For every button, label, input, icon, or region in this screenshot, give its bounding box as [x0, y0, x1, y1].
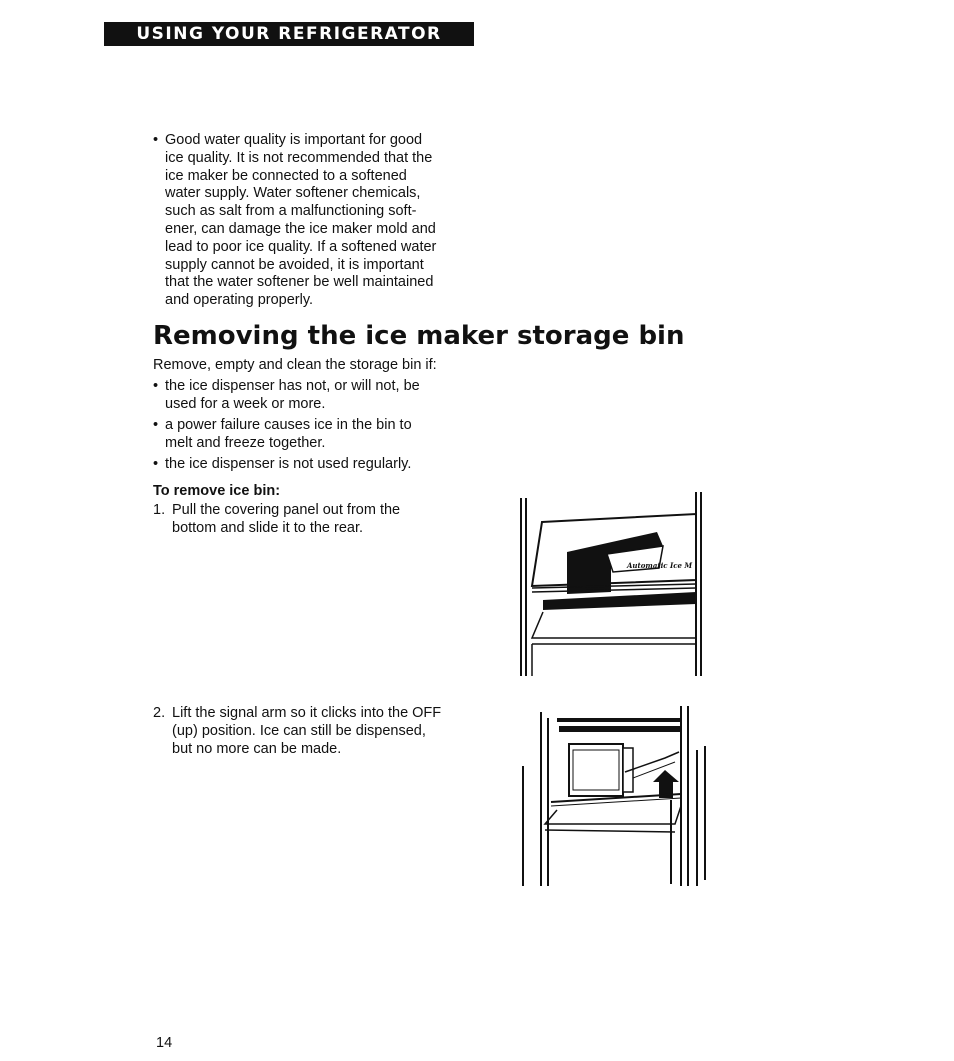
page-number: 14 [156, 1035, 173, 1051]
intro-bullet [153, 132, 495, 310]
condition-item [153, 456, 485, 474]
step-number: 1. [153, 502, 166, 518]
procedure-heading: To remove ice bin: [153, 483, 281, 499]
intro-line: ice maker be connected to a softened [165, 167, 407, 184]
condition-line: the ice dispenser is not used regularly. [165, 456, 412, 472]
step-line: bottom and slide it to the rear. [172, 519, 364, 536]
step-line: but no more can be made. [172, 740, 342, 757]
intro-line: ener, can damage the ice maker mold and [165, 220, 436, 237]
condition-line: a power failure causes ice in the bin to [165, 417, 412, 433]
intro-line: lead to poor ice quality. If a softened water [165, 238, 437, 255]
signal-arm-illustration [515, 700, 715, 890]
intro-line: and operating properly. [165, 292, 314, 309]
step-line: Lift the signal arm so it clicks into the OFF [172, 705, 442, 721]
bullet-marker: • [153, 132, 159, 148]
covering-panel-illustration [515, 488, 710, 680]
intro-line: water supply. Water softener chemicals, [165, 185, 421, 202]
bullet-marker: • [153, 417, 159, 433]
panel-label: Automatic Ice M [627, 561, 693, 570]
step-number: 2. [153, 705, 166, 721]
bullet-marker: • [153, 378, 159, 394]
condition-item [153, 378, 485, 414]
bullet-marker: • [153, 456, 159, 472]
intro-line: supply cannot be avoided, it is important [165, 256, 424, 273]
section-header: USING YOUR REFRIGERATOR [104, 22, 474, 46]
intro-line: ice quality. It is not recommended that the [165, 149, 433, 166]
intro-line: such as salt from a malfunctioning soft- [165, 203, 417, 220]
step-1 [153, 502, 492, 538]
condition-line: the ice dispenser has not, or will not, be [165, 378, 420, 394]
step-line: Pull the covering panel out from the [172, 502, 401, 518]
condition-line: melt and freeze together. [165, 434, 326, 451]
lead-text: Remove, empty and clean the storage bin if: [153, 357, 437, 373]
step-line: (up) position. Ice can still be dispensed, [172, 722, 426, 739]
intro-line: Good water quality is important for good [165, 132, 423, 148]
condition-line: used for a week or more. [165, 395, 326, 412]
intro-line: that the water softener be well maintained [165, 274, 434, 291]
step-2 [153, 705, 492, 758]
condition-item [153, 417, 485, 453]
section-title: Removing the ice maker storage bin [153, 321, 685, 351]
